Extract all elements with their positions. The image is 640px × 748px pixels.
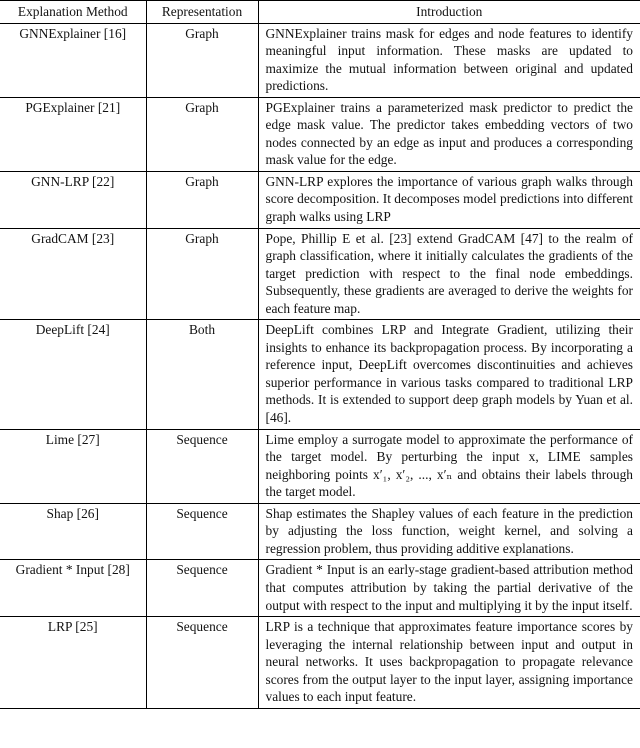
introduction-cell: GNNExplainer trains mask for edges and node features to identify meaningful input information. These masks are updated to maximize the mutual information between original and updated predictions. xyxy=(258,23,640,97)
table-row xyxy=(0,97,640,171)
introduction-cell: LRP is a technique that approximates feature importance scores by leveraging the internal relationship between input and output in neural networks. It uses backpropagation to propagate relevance scores from the output layer to the input layer, assigning importance values to each input feature. xyxy=(258,617,640,709)
table-body xyxy=(0,23,640,708)
table-row xyxy=(0,171,640,228)
introduction-cell: Pope, Phillip E et al. [23] extend GradCAM [47] to the realm of graph classification, where it initially calculates the gradients of the target prediction with respect to the final node embeddings. Subsequently, these gradients are averaged to derive the weights for each feature map. xyxy=(258,228,640,320)
table-row xyxy=(0,617,640,709)
method-cell: Shap [26] xyxy=(0,503,146,560)
method-cell: GradCAM [23] xyxy=(0,228,146,320)
table-row xyxy=(0,560,640,617)
introduction-cell: Gradient * Input is an early-stage gradient-based attribution method that computes attribution by taking the partial derivative of the output with respect to the input and multiplying it by the input itself. xyxy=(258,560,640,617)
method-cell: LRP [25] xyxy=(0,617,146,709)
representation-cell: Sequence xyxy=(146,560,258,617)
representation-cell: Sequence xyxy=(146,429,258,503)
representation-cell: Graph xyxy=(146,23,258,97)
representation-cell: Graph xyxy=(146,171,258,228)
table-row xyxy=(0,320,640,429)
method-cell: Lime [27] xyxy=(0,429,146,503)
introduction-cell: DeepLift combines LRP and Integrate Gradient, utilizing their insights to enhance its backpropagation process. By incorporating a reference input, DeepLift overcomes discontinuities and achieves superior performance in various tasks compared to traditional LRP methods. It is extended to support deep graph models by Yuan et al. [46]. xyxy=(258,320,640,429)
header-representation: Representation xyxy=(146,1,258,24)
header-introduction: Introduction xyxy=(258,1,640,24)
introduction-cell: Lime employ a surrogate model to approximate the performance of the target model. By perturbing the input x, LIME samples neighboring points x′₁, x′₂, ..., x′ₙ and obtains their labels through the target model. xyxy=(258,429,640,503)
representation-cell: Graph xyxy=(146,97,258,171)
header-explanation-method: Explanation Method xyxy=(0,1,146,24)
introduction-cell: PGExplainer trains a parameterized mask predictor to predict the edge mask value. The predictor takes embedding vectors of two nodes connected by an edge as input and produces a corresponding mask value for the edge. xyxy=(258,97,640,171)
table-row xyxy=(0,503,640,560)
table-header xyxy=(0,1,640,24)
representation-cell: Graph xyxy=(146,228,258,320)
method-cell: GNNExplainer [16] xyxy=(0,23,146,97)
introduction-cell: GNN-LRP explores the importance of various graph walks through score decomposition. It decomposes model predictions into different graph walks using LRP xyxy=(258,171,640,228)
method-cell: DeepLift [24] xyxy=(0,320,146,429)
method-cell: PGExplainer [21] xyxy=(0,97,146,171)
table-row xyxy=(0,228,640,320)
representation-cell: Both xyxy=(146,320,258,429)
header-row xyxy=(0,1,640,24)
introduction-cell: Shap estimates the Shapley values of each feature in the prediction by adjusting the loss function, weight kernel, and solving a regression problem, thus providing additive explanations. xyxy=(258,503,640,560)
method-cell: GNN-LRP [22] xyxy=(0,171,146,228)
table-row xyxy=(0,23,640,97)
representation-cell: Sequence xyxy=(146,503,258,560)
representation-cell: Sequence xyxy=(146,617,258,709)
table-row xyxy=(0,429,640,503)
method-cell: Gradient * Input [28] xyxy=(0,560,146,617)
